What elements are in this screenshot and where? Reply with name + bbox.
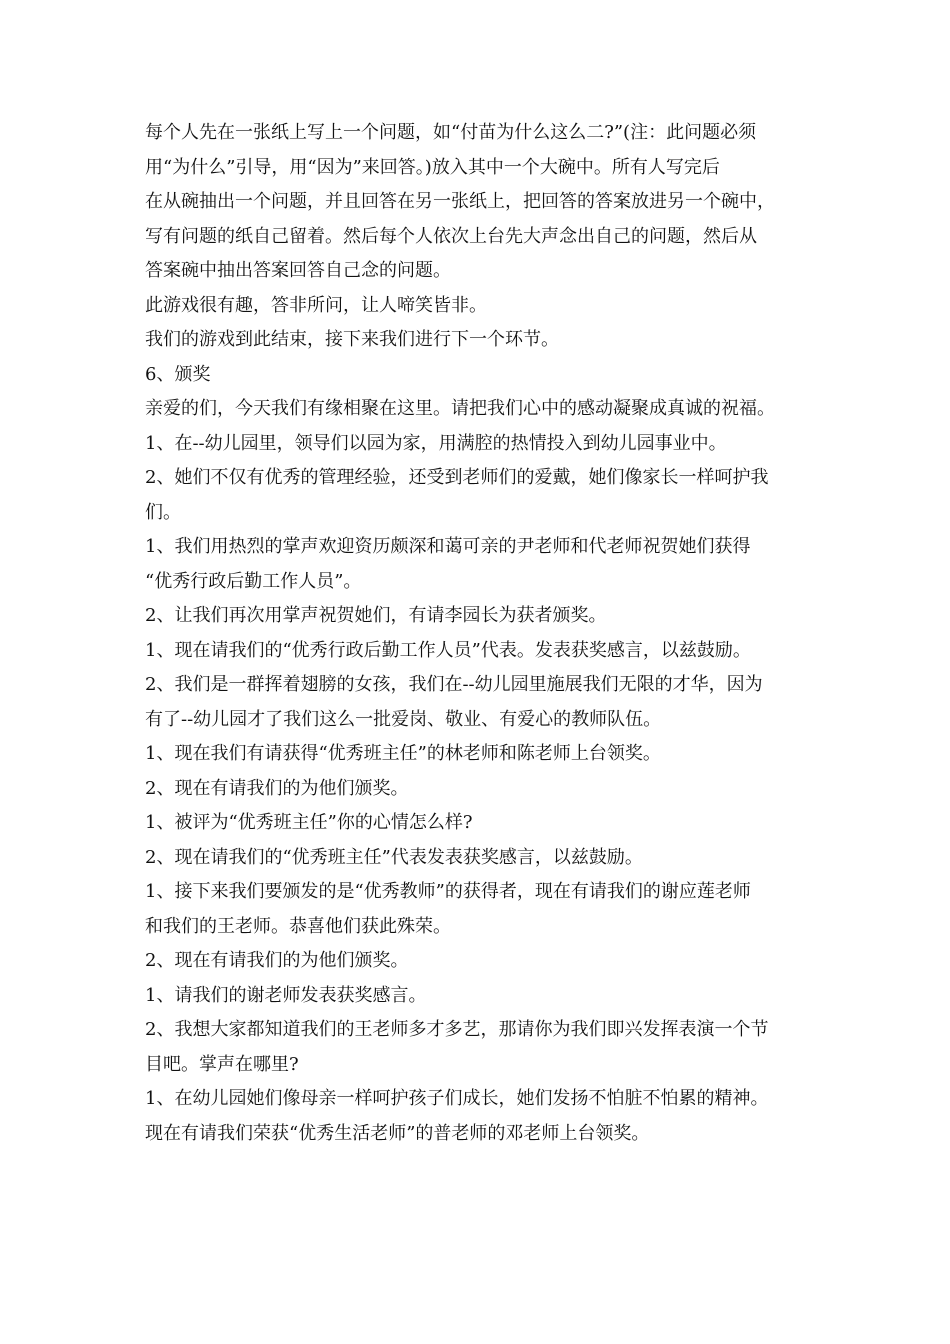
text-line: 有了--幼儿园才了我们这么一批爱岗、敬业、有爱心的教师队伍。 — [145, 708, 662, 730]
text-line: 写有问题的纸自己留着。然后每个人依次上台先大声念出自己的问题，然后从 — [145, 225, 757, 247]
text-line: 2、我们是一群挥着翅膀的女孩，我们在--幼儿园里施展我们无限的才华，因为 — [145, 674, 763, 695]
text-line: 此游戏很有趣，答非所问，让人啼笑皆非。 — [145, 294, 487, 316]
text-line: 1、在幼儿园她们像母亲一样呵护孩子们成长，她们发扬不怕脏不怕累的精神。 — [145, 1088, 769, 1109]
text-line: 在从碗抽出一个问题，并且回答在另一张纸上，把回答的答案放进另一个碗中， — [145, 191, 775, 212]
text-line: 现在有请我们荣获“优秀生活老师”的普老师的邓老师上台领奖。 — [145, 1122, 650, 1144]
text-line: 1、我们用热烈的掌声欢迎资历颇深和蔼可亲的尹老师和代老师祝贺她们获得 — [145, 536, 751, 557]
text-line: 2、让我们再次用掌声祝贺她们，有请李园长为获者颁奖。 — [145, 605, 607, 626]
text-line: 我们的游戏到此结束，接下来我们进行下一个环节。 — [145, 329, 559, 350]
text-line: 目吧。掌声在哪里? — [145, 1053, 299, 1075]
section-heading: 6、颁奖 — [145, 363, 211, 385]
text-line: 2、她们不仅有优秀的管理经验，还受到老师们的爱戴，她们像家长一样呵护我 — [145, 467, 769, 488]
text-line: 和我们的王老师。恭喜他们获此殊荣。 — [145, 915, 451, 937]
text-line: 2、现在请我们的“优秀班主任”代表发表获奖感言，以兹鼓励。 — [145, 846, 643, 868]
text-line: 2、现在有请我们的为他们颁奖。 — [145, 950, 409, 971]
text-line: 们。 — [145, 501, 181, 523]
text-line: 1、请我们的谢老师发表获奖感言。 — [145, 984, 427, 1006]
document-page — [145, 116, 815, 1151]
text-line: 2、我想大家都知道我们的王老师多才多艺，那请你为我们即兴发挥表演一个节 — [145, 1019, 769, 1040]
text-line: 1、现在我们有请获得“优秀班主任”的林老师和陈老师上台领奖。 — [145, 743, 661, 764]
text-line: 1、接下来我们要颁发的是“优秀教师”的获得者，现在有请我们的谢应莲老师 — [145, 881, 751, 902]
text-line: “优秀行政后勤工作人员”。 — [145, 570, 362, 592]
text-line: 1、在--幼儿园里，领导们以园为家，用满腔的热情投入到幼儿园事业中。 — [145, 432, 727, 454]
text-line: 2、现在有请我们的为他们颁奖。 — [145, 777, 409, 799]
text-line: 用“为什么”引导，用“因为”来回答。)放入其中一个大碗中。所有人写完后 — [145, 156, 720, 178]
text-line: 亲爱的们，今天我们有缘相聚在这里。请把我们心中的感动凝聚成真诚的祝福。 — [145, 398, 775, 419]
text-line: 答案碗中抽出答案回答自己念的问题。 — [145, 260, 451, 281]
text-line: 每个人先在一张纸上写上一个问题，如“付苗为什么这么二?”(注：此问题必须 — [145, 122, 757, 143]
text-line: 1、被评为“优秀班主任”你的心情怎么样? — [145, 812, 473, 833]
text-line: 1、现在请我们的“优秀行政后勤工作人员”代表。发表获奖感言，以兹鼓励。 — [145, 639, 751, 661]
